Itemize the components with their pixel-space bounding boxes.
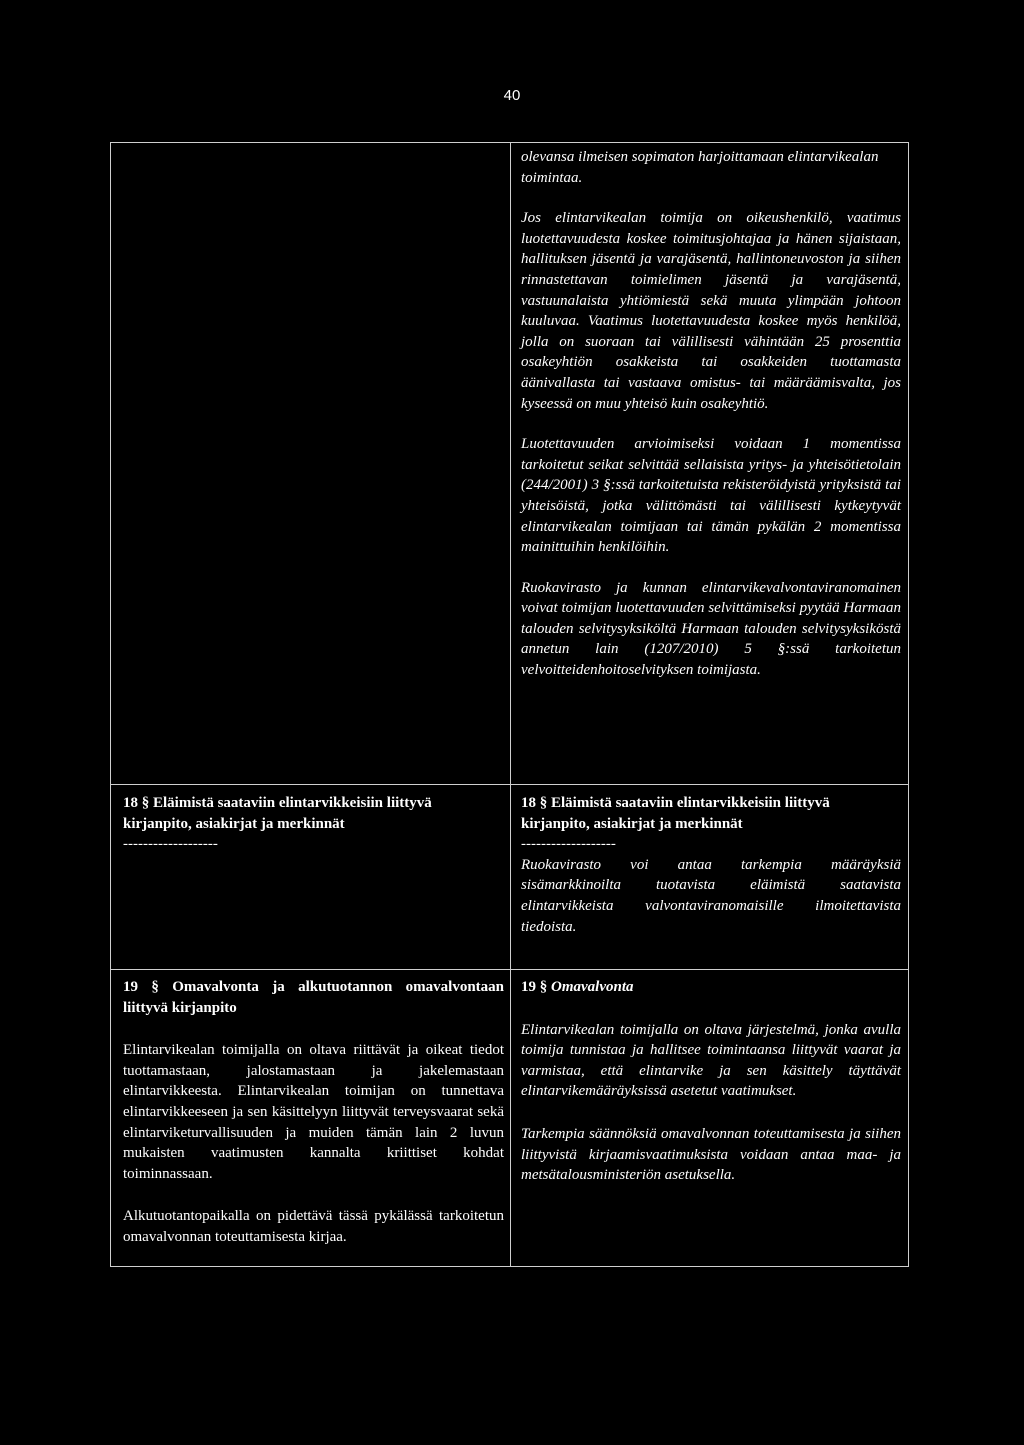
paragraph: Elintarvikealan toimijalla on oltava järjestelmä, jonka avulla toimija tunnistaa ja hallitsee toimintaansa liittyvät vaarat ja varmistaa, että elintarvike ja sen käsittely täyttävät elintarvikemääräyksissä asetetut vaatimukset. <box>521 1021 901 1100</box>
section-heading: 19 § Omavalvonta ja alkutuotannon omavalvontaan liittyvä kirjanpito <box>123 979 504 1016</box>
paragraph: Tarkempia säännöksiä omavalvonnan toteuttamisesta ja siihen liittyvistä kirjaamisvaatimuksista voidaan antaa maa- ja metsätalousministeriön asetuksella. <box>521 1125 901 1184</box>
paragraph: Luotettavuuden arvioimiseksi voidaan 1 momentissa tarkoitetut seikat selvittää sellaisista yritys- ja yhteisötietolain (244/2001) 3 §:ssä tarkoitetuista rekisteröidyistä yrityksistä tai yhteisöistä, jotka välittömästi tai välillisesti kytkeytyvät elintarvikealan toimijaan tai tämän pykälän 2 momentissa mainittuihin henkilöihin. <box>521 436 901 556</box>
omission-dashes: ------------------- <box>123 836 218 853</box>
omission-dashes: ------------------- <box>521 836 616 853</box>
section-heading: 18 § Eläimistä saataviin elintarvikkeisiin liittyvä kirjanpito, asiakirjat ja merkinnät <box>123 795 432 832</box>
paragraph: Ruokavirasto ja kunnan elintarvikevalvontaviranomainen voivat toimijan luotettavuuden selvittämiseksi pyytää Harmaan talouden selvitysyksiköltä Harmaan talouden selvitysyksiköstä annetun lain (1207/2010) 5 §:ssä tarkoitetun velvoitteidenhoitoselvityksen toimijasta. <box>521 579 901 679</box>
paragraph: Ruokavirasto voi antaa tarkempia määräyksiä sisämarkkinoilta tuotavista eläimistä saatavista elintarvikkeista valvontaviranomaisille ilmoitettavista tiedoista. <box>521 856 901 935</box>
row-divider <box>111 969 908 970</box>
paragraph: Elintarvikealan toimijalla on oltava riittävät ja oikeat tiedot tuottamastaan, jalostamastaan ja jakelemastaan elintarvikkeesta. Elintarvikealan toimijan on tunnettava elintarvikkeeseen ja sen käsittelyyn liittyvät terveysvaarat sekä elintarviketurvallisuuden ja muiden tämän lain 2 luvun mukaisten vaatimusten kannalta kriittiset kohdat toiminnassaan. <box>123 1042 504 1182</box>
column-divider <box>510 143 511 1266</box>
section-number: 19 § <box>521 979 548 995</box>
section-18-right-cell <box>521 793 901 937</box>
section-heading <box>521 977 901 998</box>
row-divider <box>111 784 908 785</box>
section-title: Omavalvonta <box>551 979 634 995</box>
section-19-left-cell <box>123 977 504 1248</box>
page-number: 40 <box>503 87 521 104</box>
section-19-right-cell <box>521 977 901 1186</box>
comparison-table <box>110 142 909 1267</box>
section-18-left-cell <box>123 793 504 855</box>
section-heading: 18 § Eläimistä saataviin elintarvikkeisiin liittyvä kirjanpito, asiakirjat ja merkinnät <box>521 795 830 832</box>
section-17-right-cell <box>521 147 901 681</box>
paragraph: Alkutuotantopaikalla on pidettävä tässä pykälässä tarkoitetun omavalvonnan toteuttamisesta kirjaa. <box>123 1208 504 1245</box>
paragraph: Jos elintarvikealan toimija on oikeushenkilö, vaatimus luotettavuudesta koskee toimitusjohtajaa ja hänen sijaistaan, hallituksen jäsentä ja varajäsentä, hallintoneuvoston ja siihen rinnastettavan toimielimen jäsentä ja varajäsentä, vastuunalaista yhtiömiestä sekä muuta ylimpään johtoon kuuluvaa. Vaatimus luotettavuudesta koskee myös henkilöä, jolla on suoraan tai välillisesti vähintään 25 prosenttia osakeyhtiön osakkeista tai osakkeiden tuottamasta äänivallasta tai vastaava omistus- tai määräämisvalta, jos kyseessä on muu yhteisö kuin osakeyhtiö. <box>521 210 901 412</box>
paragraph: olevansa ilmeisen sopimaton harjoittamaan elintarvikealan toimintaa. <box>521 149 879 186</box>
